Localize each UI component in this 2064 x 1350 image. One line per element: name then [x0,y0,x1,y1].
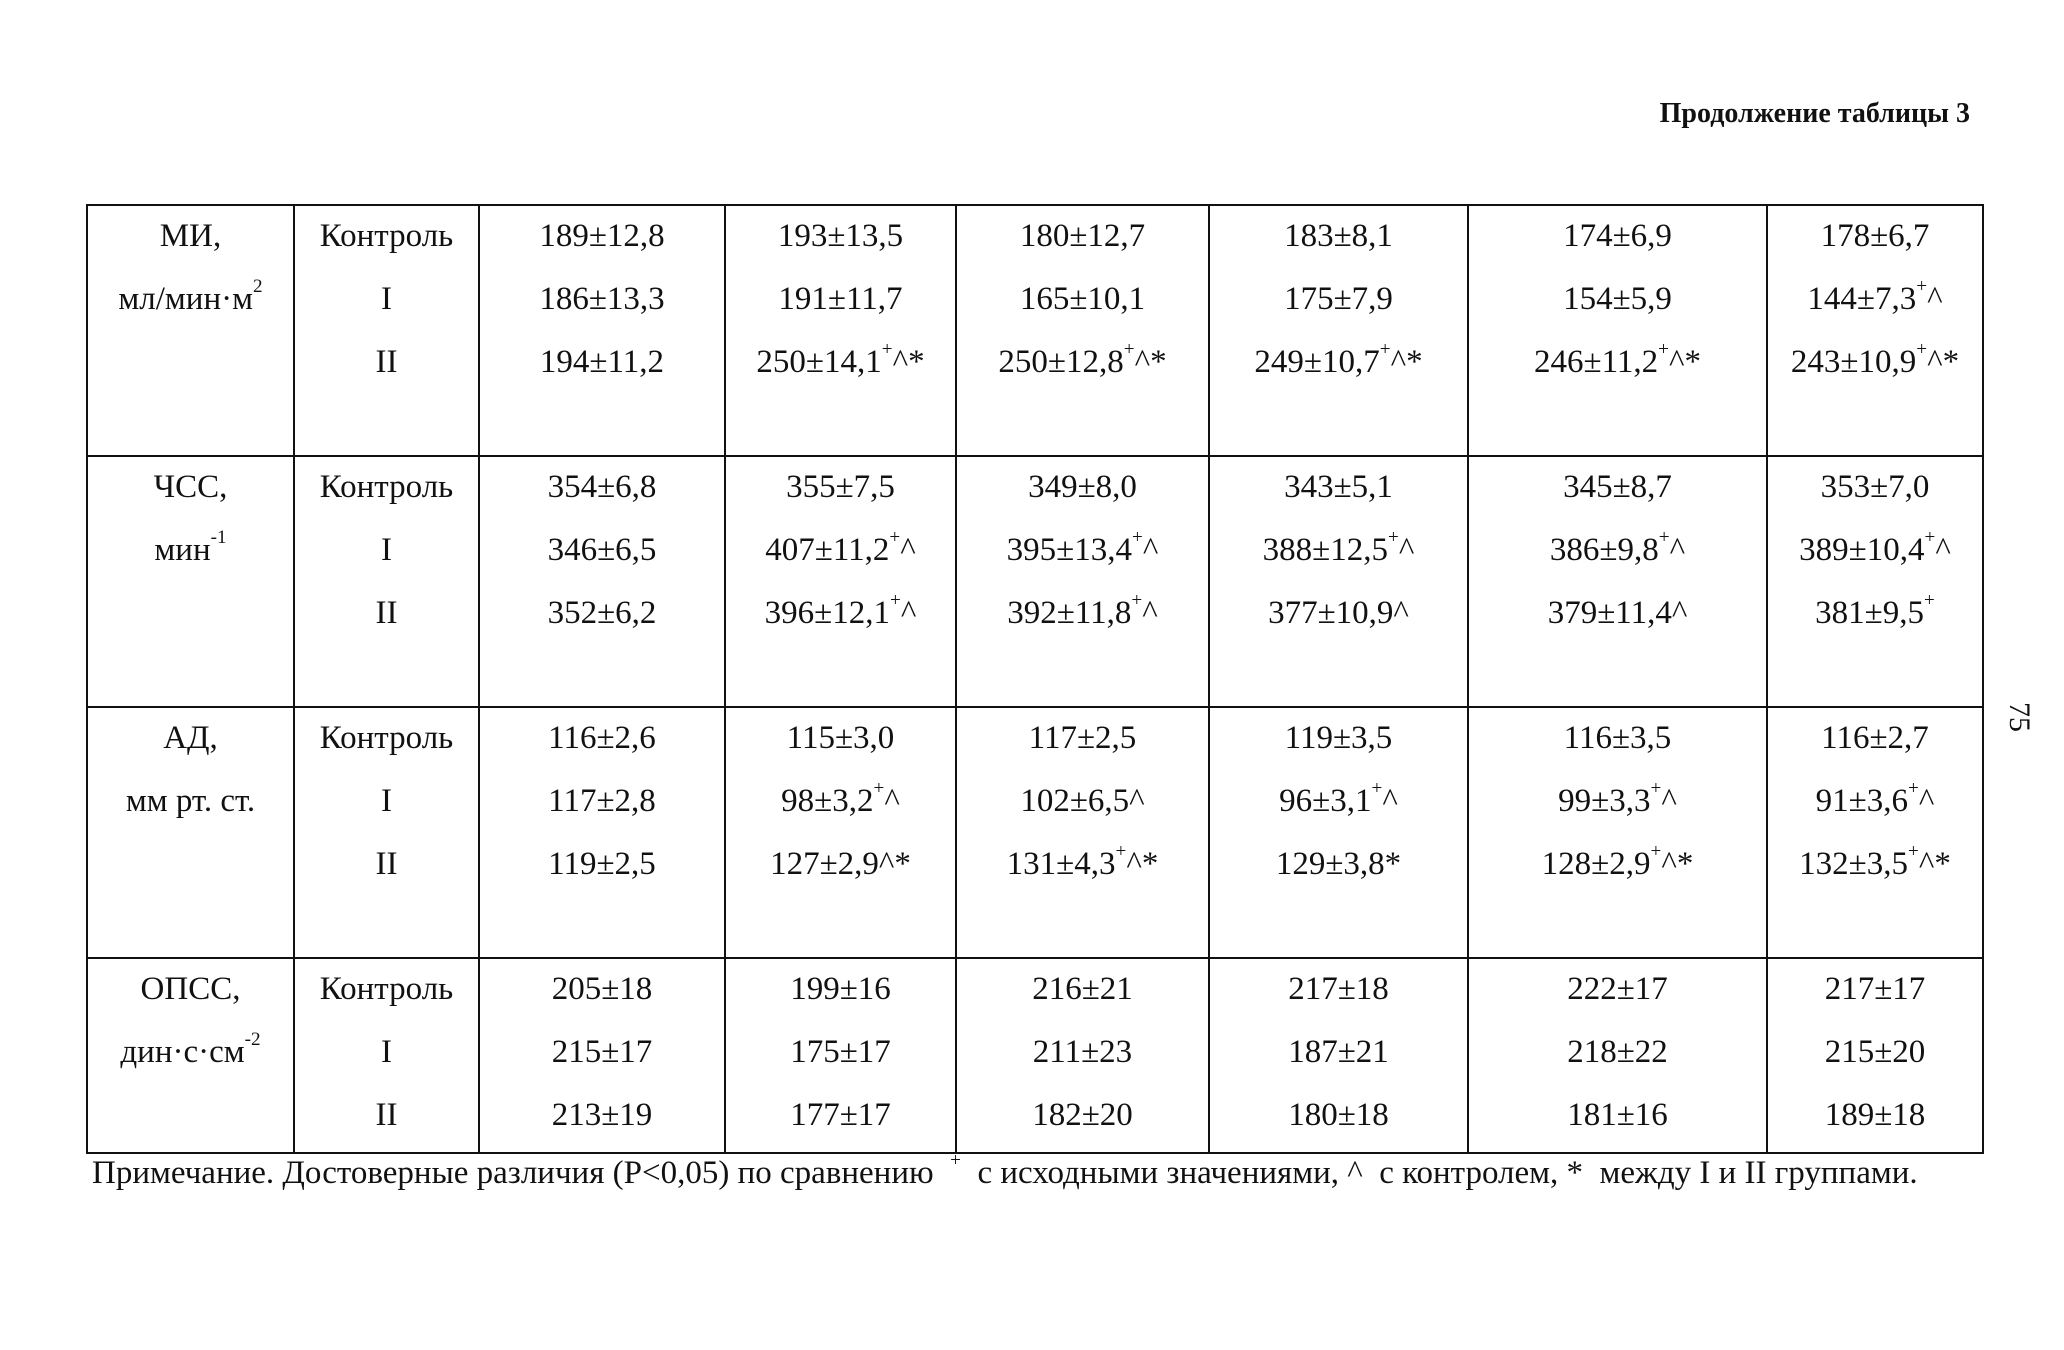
parameter-cell [87,205,294,456]
table-note: Примечание. Достоверные различия (Р<0,05) по сравнению + с исходными значениями, ^ с контролем, * между I и II группами. [92,1149,1918,1191]
data-table [86,204,1984,1154]
value-cell [725,456,956,707]
parameter-label: ОПСС, [140,971,241,1007]
value-text: 354±6,8 [547,469,657,505]
value-text: 377±10,9^ [1268,595,1409,631]
value-text: 117±2,8 [548,783,656,819]
value-cell [1209,456,1468,707]
value-text: 215±20 [1824,1034,1926,1070]
value-text: 116±3,5 [1563,720,1672,756]
group-label: I [381,783,392,819]
value-text: 381±9,5+ [1815,589,1935,631]
value-text: 211±23 [1032,1034,1133,1070]
value-cell [956,456,1209,707]
value-cell [1767,958,1983,1153]
value-cell [479,958,725,1153]
value-text: 392±11,8+^ [1007,589,1158,631]
value-cell [1468,707,1767,958]
value-text: 116±2,6 [548,720,656,756]
parameter-label: мин$^{-1}$ [154,526,227,568]
value-text: 182±20 [1032,1097,1133,1133]
value-text: 144±7,3+^ [1807,275,1943,317]
value-text: 349±8,0 [1028,469,1137,505]
parameter-label: $дин\cdot с\cdot см^{-2}$ [120,1028,261,1070]
group-label: I [381,281,392,317]
value-text: 246±11,2+^* [1534,338,1701,380]
page-number: 75 [2003,702,2036,732]
value-cell [479,707,725,958]
value-text: 343±5,1 [1284,469,1393,505]
value-text: 189±12,8 [539,218,665,254]
value-cell [1767,456,1983,707]
table-row [87,456,1983,707]
group-cell [294,456,479,707]
group-label: II [375,344,398,380]
value-cell [1767,707,1983,958]
value-text: 395±13,4+^ [1006,526,1159,568]
parameter-label: $мл/мин\cdot м^2$ [118,275,263,317]
parameter-cell [87,707,294,958]
value-text: 346±6,5 [547,532,657,568]
group-label: Контроль [319,720,454,756]
value-text: 175±7,9 [1284,281,1393,317]
group-cell [294,958,479,1153]
value-text: 222±17 [1567,971,1668,1007]
value-text: 250±12,8+^* [998,338,1167,380]
value-text: 379±11,4^ [1547,595,1688,631]
value-cell [956,707,1209,958]
value-text: 98±3,2+^ [781,777,900,819]
value-text: 249±10,7+^* [1254,338,1423,380]
parameter-label: ЧСС, [153,469,228,505]
value-text: 127±2,9^* [770,846,911,882]
group-label: I [381,1034,392,1070]
value-text: 178±6,7 [1820,218,1930,254]
value-text: 250±14,1+^* [756,338,925,380]
value-cell [1468,205,1767,456]
value-text: 213±19 [551,1097,653,1133]
value-cell [479,205,725,456]
value-text: 174±6,9 [1563,218,1672,254]
value-text: 386±9,8+^ [1549,526,1686,568]
value-text: 355±7,5 [786,469,895,505]
table-caption: Продолжение таблицы 3 [1659,98,1970,129]
value-text: 165±10,1 [1019,281,1146,317]
group-label: II [375,595,398,631]
parameter-label: мм рт. ст. [125,783,256,819]
value-text: 194±11,2 [539,344,665,380]
value-cell [725,707,956,958]
value-text: 205±18 [551,971,653,1007]
group-cell [294,205,479,456]
value-cell [956,205,1209,456]
parameter-label: МИ, [159,218,222,254]
value-text: 154±5,9 [1563,281,1672,317]
table-row [87,707,1983,958]
value-text: 99±3,3+^ [1558,777,1677,819]
value-text: 389±10,4+^ [1799,526,1951,568]
parameter-label: АД, [163,720,218,756]
value-cell [725,958,956,1153]
value-text: 217±17 [1824,971,1926,1007]
group-label: Контроль [319,971,454,1007]
value-text: 183±8,1 [1284,218,1393,254]
group-label: II [375,846,398,882]
value-text: 102±6,5^ [1020,783,1145,819]
value-text: 199±16 [790,971,891,1007]
value-text: 117±2,5 [1028,720,1137,756]
value-cell [956,958,1209,1153]
group-label: Контроль [319,218,454,254]
value-text: 215±17 [551,1034,653,1070]
group-label: II [375,1097,398,1133]
value-text: 119±2,5 [548,846,656,882]
value-text: 180±12,7 [1019,218,1146,254]
value-text: 181±16 [1567,1097,1668,1133]
parameter-cell [87,958,294,1153]
value-cell [1468,456,1767,707]
value-cell [1209,707,1468,958]
value-text: 216±21 [1032,971,1133,1007]
value-text: 128±2,9+^* [1541,840,1694,882]
value-text: 116±2,7 [1821,720,1929,756]
value-cell [1767,205,1983,456]
value-text: 388±12,5+^ [1262,526,1415,568]
value-text: 191±11,7 [778,281,903,317]
value-text: 345±8,7 [1563,469,1672,505]
value-text: 132±3,5+^* [1799,840,1951,882]
group-cell [294,707,479,958]
value-text: 218±22 [1567,1034,1668,1070]
value-cell [1209,958,1468,1153]
value-text: 119±3,5 [1284,720,1393,756]
table-row [87,205,1983,456]
value-text: 187±21 [1288,1034,1389,1070]
value-text: 131±4,3+^* [1006,840,1159,882]
parameter-cell [87,456,294,707]
value-text: 175±17 [790,1034,891,1070]
group-label: Контроль [319,469,454,505]
value-text: 193±13,5 [777,218,904,254]
value-text: 407±11,2+^ [765,526,916,568]
table-row [87,958,1983,1153]
value-text: 189±18 [1824,1097,1926,1133]
value-text: 217±18 [1288,971,1389,1007]
value-text: 352±6,2 [547,595,657,631]
value-text: 243±10,9+^* [1790,338,1960,380]
value-text: 129±3,8* [1275,846,1402,882]
value-text: 115±3,0 [786,720,895,756]
value-text: 180±18 [1288,1097,1389,1133]
value-cell [479,456,725,707]
value-text: 177±17 [790,1097,891,1133]
value-text: 353±7,0 [1820,469,1930,505]
value-cell [1209,205,1468,456]
value-cell [725,205,956,456]
value-text: 91±3,6+^ [1815,777,1935,819]
value-text: 186±13,3 [539,281,665,317]
value-text: 96±3,1+^ [1279,777,1398,819]
group-label: I [381,532,392,568]
value-cell [1468,958,1767,1153]
value-text: 396±12,1+^ [764,589,917,631]
